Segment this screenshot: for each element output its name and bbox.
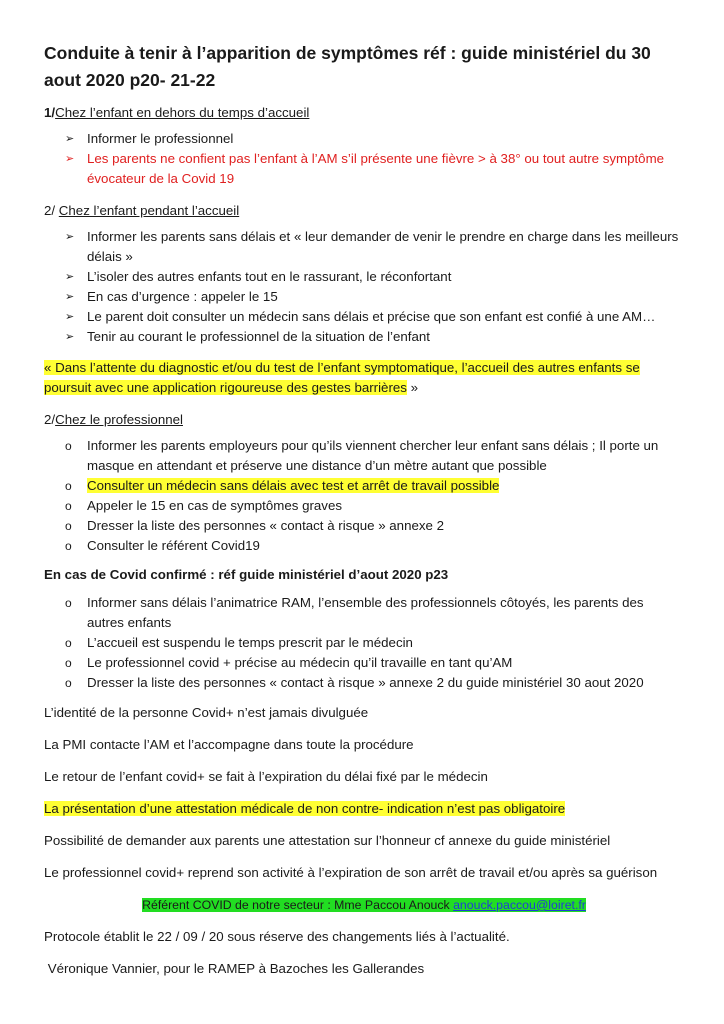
section-1-number: 1/ [44, 105, 56, 120]
identity-paragraph: L’identité de la personne Covid+ n’est jamais divulguée [44, 705, 369, 720]
list-item [44, 436, 684, 476]
section-3-list [44, 436, 684, 556]
circle-bullet-icon: o [65, 439, 72, 453]
section-1-heading [44, 103, 684, 123]
return-paragraph: Le retour de l’enfant covid+ se fait à l’expiration du délai fixé par le médecin [44, 769, 488, 784]
possibility-paragraph: Possibilité de demander aux parents une attestation sur l’honneur cf annexe du guide ministériel [44, 833, 611, 848]
list-item-text-highlighted: Consulter un médecin sans délais avec test et arrêt de travail possible [87, 478, 500, 493]
list-item-text: En cas d’urgence : appeler le 15 [87, 289, 278, 304]
list-item [44, 673, 684, 693]
list-item-text: Dresser la liste des personnes « contact à risque » annexe 2 du guide ministériel 30 aout 2020 [87, 675, 644, 690]
quote-highlighted-text: « Dans l’attente du diagnostic et/ou du test de l’enfant symptomatique, l’accueil des autres enfants se poursuit avec une application rigoureuse des gestes barrières [44, 360, 640, 395]
referent-label: Référent COVID de notre secteur : Mme Paccou Anouck [142, 898, 454, 912]
list-item [44, 227, 684, 267]
quote-closing: » [406, 380, 419, 395]
arrow-bullet-icon: ➢ [65, 311, 75, 323]
list-item [44, 516, 684, 536]
circle-bullet-icon: o [65, 519, 72, 533]
section-2-list [44, 227, 684, 347]
section-4-heading: En cas de Covid confirmé : réf guide ministériel d’aout 2020 p23 [44, 567, 449, 582]
list-item-text: Informer les parents sans délais et « leur demander de venir le prendre en charge dans les meilleurs délais » [87, 229, 679, 264]
arrow-bullet-icon: ➢ [65, 133, 75, 145]
referent-block [142, 898, 586, 912]
circle-bullet-icon: o [65, 636, 72, 650]
section-2-number: 2/ [44, 203, 59, 218]
list-item [44, 496, 684, 516]
arrow-bullet-icon: ➢ [65, 331, 75, 343]
list-item [44, 287, 684, 307]
arrow-bullet-icon: ➢ [65, 271, 75, 283]
section-3-heading [44, 410, 684, 430]
list-item [44, 327, 684, 347]
circle-bullet-icon: o [65, 676, 72, 690]
list-item-text: Tenir au courant le professionnel de la situation de l’enfant [87, 329, 430, 344]
covid-referent [44, 895, 684, 915]
section-1-title: Chez l’enfant en dehors du temps d’accueil [55, 105, 310, 120]
list-item-text: Informer le professionnel [87, 131, 234, 146]
arrow-bullet-icon: ➢ [65, 291, 75, 303]
list-item [44, 633, 684, 653]
signature: Véronique Vannier, pour le RAMEP à Bazoches les Gallerandes [44, 961, 425, 976]
list-item [44, 593, 684, 633]
list-item-text: Informer sans délais l’animatrice RAM, l’ensemble des professionnels côtoyés, les parents des autres enfants [87, 595, 644, 630]
resume-paragraph: Le professionnel covid+ reprend son activité à l’expiration de son arrêt de travail et/ou après sa guérison [44, 865, 658, 880]
attestation-highlighted-text: La présentation d’une attestation médicale de non contre- indication n’est pas obligatoire [44, 801, 566, 816]
referent-email-link[interactable]: anouck.paccou@loiret.fr [453, 898, 586, 912]
section-2-heading [44, 201, 684, 221]
list-item [44, 307, 684, 327]
circle-bullet-icon: o [65, 656, 72, 670]
list-item-text: Appeler le 15 en cas de symptômes graves [87, 498, 342, 513]
list-item-text: Consulter le référent Covid19 [87, 538, 260, 553]
arrow-bullet-icon: ➢ [65, 153, 75, 165]
protocol-paragraph: Protocole établit le 22 / 09 / 20 sous réserve des changements liés à l’actualité. [44, 929, 510, 944]
section-1-list [44, 129, 684, 189]
circle-bullet-icon: o [65, 499, 72, 513]
section-3-title: Chez le professionnel [55, 412, 183, 427]
circle-bullet-icon: o [65, 596, 72, 610]
section-2-title: Chez l’enfant pendant l’accueil [58, 203, 240, 218]
circle-bullet-icon: o [65, 539, 72, 553]
list-item [44, 267, 684, 287]
list-item-text: Le parent doit consulter un médecin sans délais et précise que son enfant est confié à une AM… [87, 309, 656, 324]
list-item-text: Le professionnel covid + précise au médecin qu’il travaille en tant qu’AM [87, 655, 513, 670]
list-item [44, 653, 684, 673]
list-item-text: Les parents ne confient pas l’enfant à l’AM s’il présente une fièvre > à 38° ou tout autre symptôme évocateur de la Covid 19 [87, 151, 665, 186]
list-item [44, 129, 684, 149]
list-item [44, 536, 684, 556]
document-title: Conduite à tenir à l’apparition de symptômes réf : guide ministériel du 30 aout 2020 p20- 21-22 [44, 43, 651, 90]
list-item-text: L’accueil est suspendu le temps prescrit par le médecin [87, 635, 413, 650]
document-page [44, 40, 684, 979]
attestation-paragraph [44, 799, 684, 819]
list-item-fever-warning [44, 149, 684, 189]
pmi-paragraph: La PMI contacte l’AM et l’accompagne dans toute la procédure [44, 737, 414, 752]
section-3-number: 2/ [44, 412, 56, 427]
arrow-bullet-icon: ➢ [65, 231, 75, 243]
list-item-text: L’isoler des autres enfants tout en le rassurant, le réconfortant [87, 269, 452, 284]
barrier-gestures-quote [44, 358, 684, 398]
circle-bullet-icon: o [65, 479, 72, 493]
list-item-text: Informer les parents employeurs pour qu’ils viennent chercher leur enfant sans délais ; Il porte un masque en attendant et préserve une distance d’un mètre autant que possible [87, 438, 659, 473]
list-item [44, 476, 684, 496]
section-4-list [44, 593, 684, 693]
list-item-text: Dresser la liste des personnes « contact à risque » annexe 2 [87, 518, 445, 533]
